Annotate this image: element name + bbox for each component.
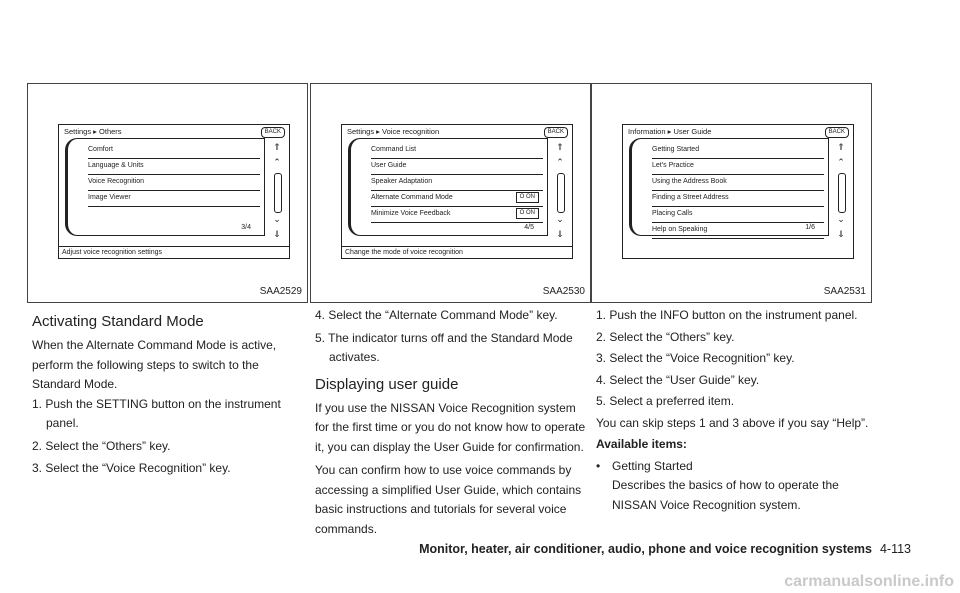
status-bar: Adjust voice recognition settings [59, 246, 289, 258]
back-button[interactable]: BACK [261, 127, 285, 138]
menu-item-label: Image Viewer [88, 194, 131, 201]
figure-id: SAA2529 [259, 286, 302, 297]
menu-item-label: Voice Recognition [88, 178, 145, 185]
chevron-down-icon[interactable]: ⌄ [556, 214, 564, 224]
info-step-3: 3. Select the “Voice Recognition” key. [596, 351, 795, 365]
menu-item-label: Comfort [88, 146, 113, 153]
bullet-description: Describes the basics of how to operate the NISSAN Voice Recognition system. [612, 478, 839, 512]
step-3: 3. Select the “Voice Recognition” key. [32, 461, 231, 475]
screen-menu [348, 138, 548, 236]
page-number: 4-113 [879, 542, 911, 556]
back-button[interactable]: BACK [544, 127, 568, 138]
para-confirm: You can confirm how to use voice commands by accessing a simplified User Guide, which contains basic instructions and tutorials for several voice commands. [315, 463, 582, 536]
figure-saa2530 [310, 83, 591, 303]
page-indicator: 4/5 [524, 224, 534, 231]
back-button[interactable]: BACK [825, 127, 849, 138]
heading-activating-standard-mode: Activating Standard Mode [32, 313, 204, 330]
chevron-up-icon[interactable]: ⌃ [556, 157, 564, 167]
scroll-down-icon[interactable]: ⇓ [837, 229, 845, 239]
bullet-icon: • [596, 458, 601, 473]
screen-display [622, 124, 854, 259]
scroll-up-icon[interactable]: ⇑ [273, 142, 281, 152]
screen-title: Settings ▸ Voice recognition [347, 127, 440, 136]
menu-item-label: Finding a Street Address [652, 194, 729, 201]
on-indicator: O ON [516, 192, 539, 203]
chevron-up-icon[interactable]: ⌃ [273, 157, 281, 167]
figure-saa2529 [27, 83, 308, 303]
skip-note: You can skip steps 1 and 3 above if you say “Help”. [596, 415, 869, 430]
chevron-down-icon[interactable]: ⌄ [837, 214, 845, 224]
menu-item-label: Help on Speaking [652, 226, 708, 233]
menu-item-label: Minimize Voice Feedback [371, 210, 451, 217]
menu-item-label: Let’s Practice [652, 162, 694, 169]
screen-menu [65, 138, 265, 236]
screen-title: Information ▸ User Guide [628, 127, 712, 136]
step-5: 5. The indicator turns off and the Standard Mode activates. [315, 330, 573, 364]
watermark-text: carmanualsonline.info [784, 573, 954, 590]
on-indicator: O ON [516, 208, 539, 219]
bullet-item [596, 457, 872, 477]
menu-item-label: Alternate Command Mode [371, 194, 453, 201]
intro-paragraph: When the Alternate Command Mode is active, perform the following steps to switch to the Standard Mode. [32, 338, 277, 391]
scrollbar[interactable] [274, 173, 282, 213]
menu-item-label: Language & Units [88, 162, 144, 169]
scrollbar[interactable] [557, 173, 565, 213]
menu-item[interactable] [371, 205, 543, 223]
page-indicator: 1/6 [805, 224, 815, 231]
info-step-1: 1. Push the INFO button on the instrument panel. [596, 308, 858, 322]
status-bar: Change the mode of voice recognition [342, 246, 572, 258]
scroll-up-icon[interactable]: ⇑ [556, 142, 564, 152]
menu-item-label: User Guide [371, 162, 407, 169]
bullet-label: Getting Started [612, 458, 693, 473]
heading-displaying-user-guide: Displaying user guide [315, 375, 459, 393]
step-4: 4. Select the “Alternate Command Mode” key. [315, 308, 558, 322]
column-1 [32, 312, 310, 479]
step-1: 1. Push the SETTING button on the instrument panel. [32, 396, 281, 430]
info-step-2: 2. Select the “Others” key. [596, 329, 735, 344]
figure-id: SAA2530 [542, 286, 585, 297]
figure-id: SAA2531 [823, 286, 866, 297]
menu-item-label: Speaker Adaptation [371, 178, 433, 185]
screen-title: Settings ▸ Others [64, 127, 122, 136]
info-step-5: 5. Select a preferred item. [596, 394, 735, 408]
scroll-up-icon[interactable]: ⇑ [837, 142, 845, 152]
scrollbar[interactable] [838, 173, 846, 213]
menu-item-label: Placing Calls [652, 210, 693, 217]
menu-item-label: Command List [371, 146, 417, 153]
menu-item[interactable] [88, 189, 260, 207]
available-items-heading: Available items: [596, 437, 687, 451]
screen-display [58, 124, 290, 259]
step-2: 2. Select the “Others” key. [32, 438, 171, 453]
footer-section: Monitor, heater, air conditioner, audio, phone and voice recognition systems [419, 542, 872, 556]
page-indicator: 3/4 [241, 224, 251, 231]
para-first-time: If you use the NISSAN Voice Recognition system for the first time or you do not know how to operate it, you can display the User Guide for confirmation. [315, 400, 586, 454]
column-2 [315, 306, 591, 539]
figure-saa2531 [591, 83, 872, 303]
info-step-4: 4. Select the “User Guide” key. [596, 372, 760, 387]
scroll-down-icon[interactable]: ⇓ [273, 229, 281, 239]
menu-item-label: Getting Started [652, 146, 700, 153]
menu-item-label: Using the Address Book [652, 178, 727, 185]
screen-display [341, 124, 573, 259]
menu-item[interactable] [652, 221, 824, 239]
screen-menu [629, 138, 829, 236]
column-3 [596, 306, 872, 515]
chevron-down-icon[interactable]: ⌄ [273, 214, 281, 224]
chevron-up-icon[interactable]: ⌃ [837, 157, 845, 167]
page-footer [419, 542, 911, 556]
scroll-down-icon[interactable]: ⇓ [556, 229, 564, 239]
